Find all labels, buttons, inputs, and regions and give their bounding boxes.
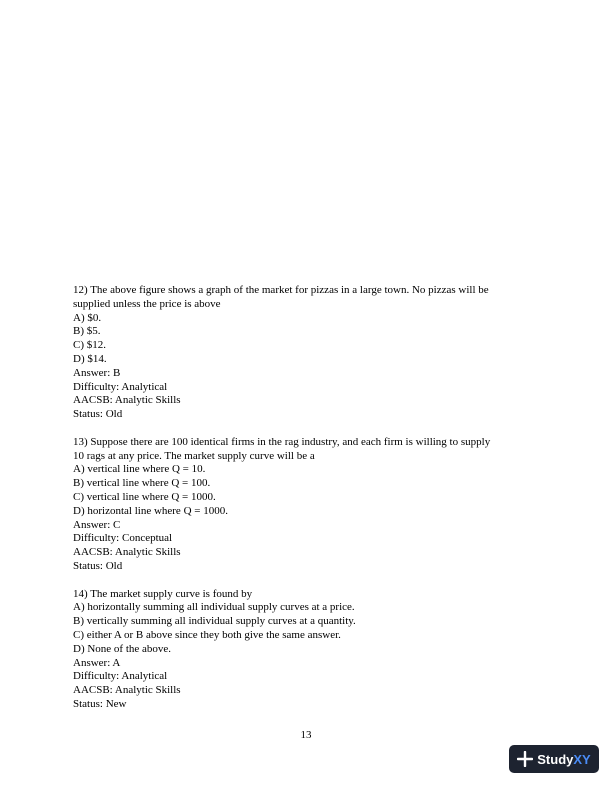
- answer: Answer: A: [73, 656, 121, 669]
- status: Status: New: [73, 697, 127, 710]
- difficulty: Difficulty: Analytical: [73, 380, 168, 393]
- aacsb: AACSB: Analytic Skills: [73, 546, 181, 559]
- option-d: D) horizontal line where Q = 1000.: [73, 504, 228, 517]
- brand-accent: XY: [573, 751, 591, 767]
- option-a: A) vertical line where Q = 10.: [73, 463, 206, 476]
- option-c: C) vertical line where Q = 1000.: [73, 490, 216, 503]
- question-13: [73, 436, 543, 574]
- page-number: 13: [300, 729, 312, 741]
- aacsb: AACSB: Analytic Skills: [73, 684, 181, 697]
- option-d: D) $14.: [73, 352, 107, 365]
- question-text: 13) Suppose there are 100 identical firms in the rag industry, and each firm is willing to supply: [73, 435, 491, 448]
- option-c: C) either A or B above since they both give the same answer.: [73, 628, 341, 641]
- question-14: [73, 588, 543, 712]
- question-12: [73, 284, 543, 422]
- status: Status: Old: [73, 408, 123, 421]
- question-text: 12) The above figure shows a graph of the market for pizzas in a large town. No pizzas will be: [73, 284, 489, 296]
- option-d: D) None of the above.: [73, 642, 172, 655]
- question-text-continued: supplied unless the price is above: [73, 297, 221, 310]
- option-b: B) $5.: [73, 325, 101, 338]
- brand-name: [537, 752, 590, 767]
- aacsb: AACSB: Analytic Skills: [73, 394, 181, 407]
- question-text-continued: 10 rags at any price. The market supply curve will be a: [73, 449, 315, 462]
- question-text: 14) The market supply curve is found by: [73, 587, 253, 600]
- document-body: [73, 284, 543, 726]
- answer: Answer: C: [73, 518, 121, 531]
- status: Status: Old: [73, 559, 123, 572]
- option-b: B) vertical line where Q = 100.: [73, 477, 211, 490]
- option-a: A) $0.: [73, 311, 102, 324]
- answer: Answer: B: [73, 366, 121, 379]
- studyxy-badge[interactable]: [509, 745, 599, 773]
- option-c: C) $12.: [73, 339, 106, 352]
- option-b: B) vertically summing all individual supply curves at a quantity.: [73, 615, 356, 628]
- difficulty: Difficulty: Analytical: [73, 670, 168, 683]
- plus-icon: [517, 751, 533, 767]
- brand-main: Study: [537, 751, 574, 767]
- option-a: A) horizontally summing all individual supply curves at a price.: [73, 601, 355, 614]
- difficulty: Difficulty: Conceptual: [73, 532, 173, 545]
